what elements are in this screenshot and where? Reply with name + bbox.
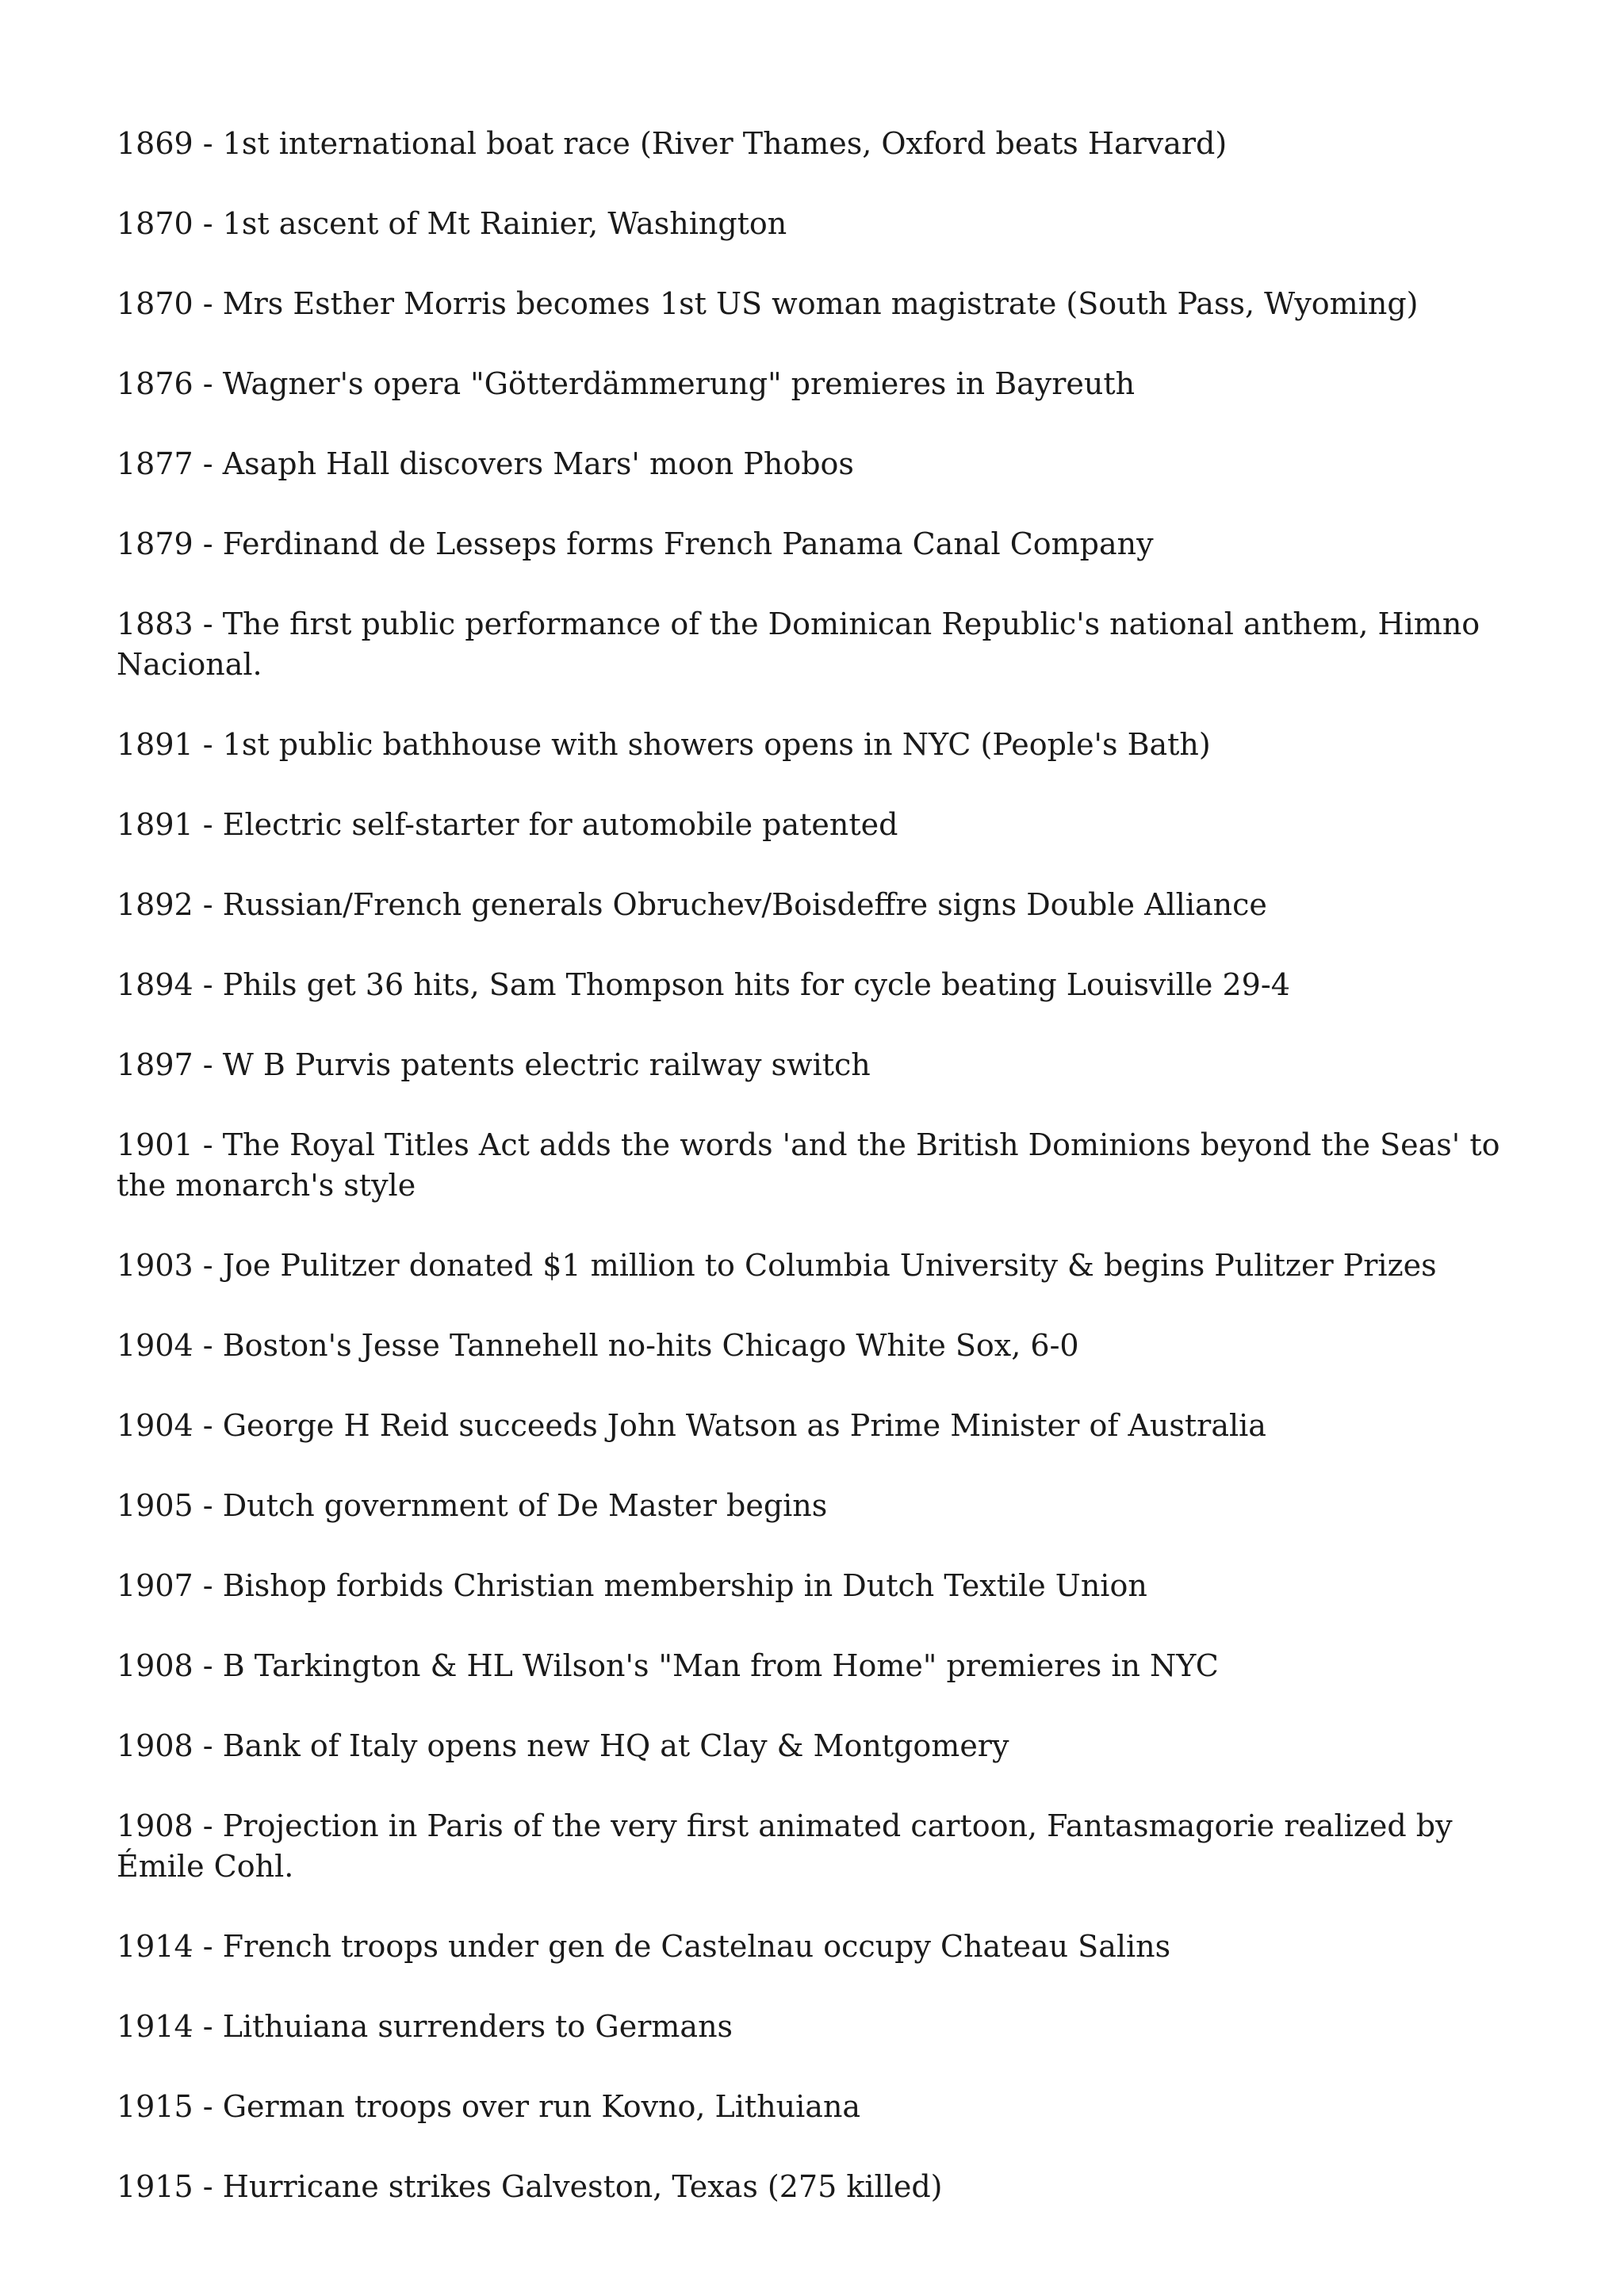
event-entry: 1869 - 1st international boat race (River Thames, Oxford beats Harvard) (117, 126, 1228, 161)
event-entry: 1908 - Projection in Paris of the very first animated cartoon, Fantasmagorie realized by Émile Cohl. (117, 1808, 1453, 1884)
event-entry: 1908 - Bank of Italy opens new HQ at Clay & Montgomery (117, 1728, 1009, 1763)
event-entry: 1870 - 1st ascent of Mt Rainier, Washington (117, 206, 787, 241)
event-entry: 1907 - Bishop forbids Christian membership in Dutch Textile Union (117, 1568, 1147, 1603)
event-entry: 1903 - Joe Pulitzer donated $1 million to Columbia University & begins Pulitzer Prizes (117, 1248, 1437, 1283)
event-entry: 1904 - Boston's Jesse Tannehell no-hits Chicago White Sox, 6-0 (117, 1328, 1079, 1363)
event-entry: 1914 - French troops under gen de Castelnau occupy Chateau Salins (117, 1929, 1171, 1964)
event-entry: 1904 - George H Reid succeeds John Watson as Prime Minister of Australia (117, 1408, 1266, 1443)
event-entry: 1905 - Dutch government of De Master begins (117, 1488, 828, 1523)
event-entry: 1892 - Russian/French generals Obruchev/Boisdeffre signs Double Alliance (117, 887, 1267, 922)
event-entry: 1870 - Mrs Esther Morris becomes 1st US woman magistrate (South Pass, Wyoming) (117, 286, 1419, 321)
event-entry: 1914 - Lithuiana surrenders to Germans (117, 2009, 733, 2044)
event-entry: 1877 - Asaph Hall discovers Mars' moon Phobos (117, 446, 854, 481)
event-entry: 1879 - Ferdinand de Lesseps forms French Panama Canal Company (117, 526, 1154, 561)
event-entry: 1901 - The Royal Titles Act adds the words 'and the British Dominions beyond the Seas' to the monarch's style (117, 1127, 1500, 1203)
event-list (117, 124, 1512, 2247)
event-entry: 1883 - The first public performance of the Dominican Republic's national anthem, Himno Nacional. (117, 607, 1480, 682)
event-entry: 1915 - German troops over run Kovno, Lithuiana (117, 2089, 861, 2124)
event-entry: 1897 - W B Purvis patents electric railway switch (117, 1047, 871, 1082)
event-entry: 1891 - Electric self-starter for automobile patented (117, 807, 898, 842)
event-entry: 1891 - 1st public bathhouse with showers opens in NYC (People's Bath) (117, 727, 1211, 762)
event-entry: 1876 - Wagner's opera "Götterdämmerung" premieres in Bayreuth (117, 366, 1136, 401)
event-entry: 1908 - B Tarkington & HL Wilson's "Man from Home" premieres in NYC (117, 1648, 1219, 1683)
event-entry: 1894 - Phils get 36 hits, Sam Thompson hits for cycle beating Louisville 29-4 (117, 967, 1290, 1002)
event-entry: 1915 - Hurricane strikes Galveston, Texas (275 killed) (117, 2169, 943, 2204)
